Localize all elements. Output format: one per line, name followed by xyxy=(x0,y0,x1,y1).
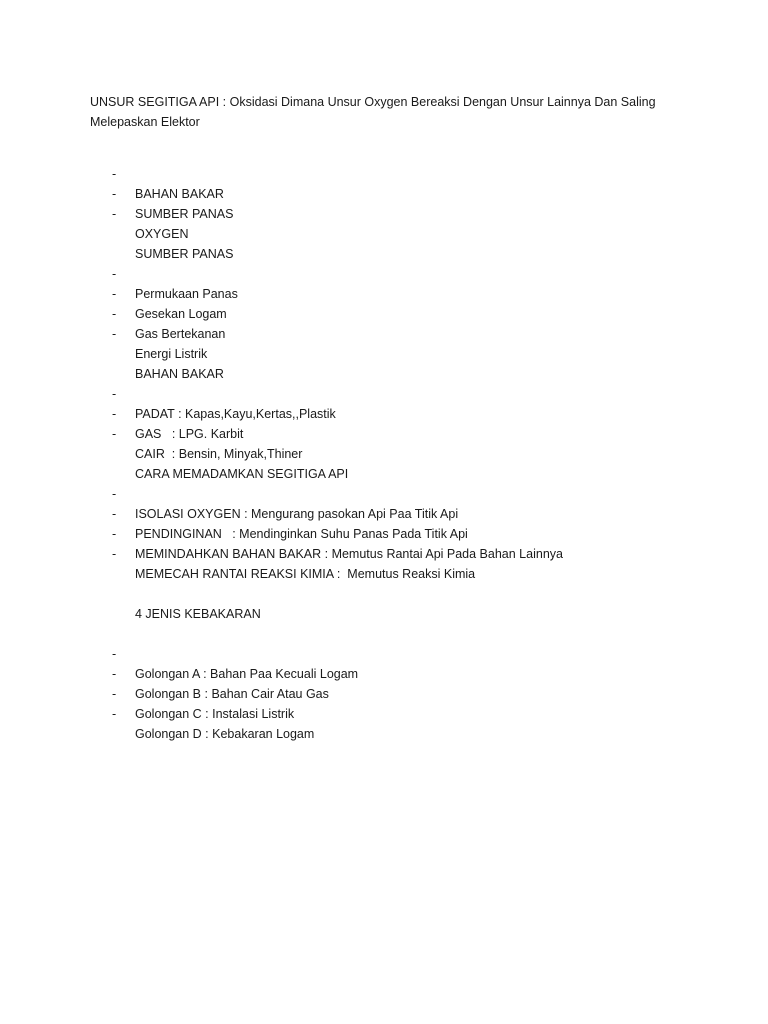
list-item-text: MEMINDAHKAN BAHAN BAKAR : Memutus Rantai Api Pada Bahan Lainnya xyxy=(135,547,563,561)
list-item xyxy=(0,144,224,201)
section-heading-text: 4 JENIS KEBAKARAN xyxy=(135,607,261,621)
section-heading-jenis-kebakaran xyxy=(0,584,261,621)
list-item-text: CAIR : Bensin, Minyak,Thiner xyxy=(135,447,303,461)
list-item-text: Energi Listrik xyxy=(135,347,208,361)
bullet-dash: - xyxy=(112,687,117,701)
list-item-text: PENDINGINAN : Mendinginkan Suhu Panas Pada Titik Api xyxy=(135,527,468,541)
list-item-text: SUMBER PANAS xyxy=(135,207,234,221)
bullet-dash: - xyxy=(112,707,117,721)
bullet-dash: - xyxy=(112,187,117,201)
bullet-dash: - xyxy=(112,287,117,301)
section-heading-text: SUMBER PANAS xyxy=(135,247,234,261)
list-item-text: Gas Bertekanan xyxy=(135,327,226,341)
list-item-text: ISOLASI OXYGEN : Mengurang pasokan Api Paa Titik Api xyxy=(135,507,459,521)
list-item-text: Golongan D : Kebakaran Logam xyxy=(135,727,315,741)
list-item-text: Golongan B : Bahan Cair Atau Gas xyxy=(135,687,329,701)
intro-paragraph: UNSUR SEGITIGA API : Oksidasi Dimana Unsur Oxygen Bereaksi Dengan Unsur Lainnya Dan Saling Melepaskan Elektor xyxy=(90,95,656,129)
list-item-text: BAHAN BAKAR xyxy=(135,187,224,201)
bullet-dash: - xyxy=(112,267,117,281)
list-item-text: GAS : LPG. Karbit xyxy=(135,427,244,441)
bullet-dash: - xyxy=(112,667,117,681)
bullet-dash: - xyxy=(112,327,117,341)
list-item-text: Golongan C : Instalasi Listrik xyxy=(135,707,295,721)
bullet-dash: - xyxy=(112,647,117,661)
bullet-dash: - xyxy=(112,407,117,421)
bullet-dash: - xyxy=(112,307,117,321)
list-item-text: MEMECAH RANTAI REAKSI KIMIA : Memutus Reaksi Kimia xyxy=(135,567,476,581)
section-heading-text: CARA MEMADAMKAN SEGITIGA API xyxy=(135,467,349,481)
section-heading-text: BAHAN BAKAR xyxy=(135,367,224,381)
bullet-dash: - xyxy=(112,427,117,441)
bullet-dash: - xyxy=(112,507,117,521)
bullet-dash: - xyxy=(112,167,117,181)
list-item-text: OXYGEN xyxy=(135,227,189,241)
bullet-dash: - xyxy=(112,207,117,221)
bullet-dash: - xyxy=(112,527,117,541)
list-item-text: Permukaan Panas xyxy=(135,287,238,301)
list-item-text: PADAT : Kapas,Kayu,Kertas,,Plastik xyxy=(135,407,336,421)
list-item-text: Gesekan Logam xyxy=(135,307,227,321)
bullet-dash: - xyxy=(112,487,117,501)
bullet-dash: - xyxy=(112,547,117,561)
list-item-text: Golongan A : Bahan Paa Kecuali Logam xyxy=(135,667,359,681)
bullet-dash: - xyxy=(112,387,117,401)
list-item xyxy=(0,624,359,681)
